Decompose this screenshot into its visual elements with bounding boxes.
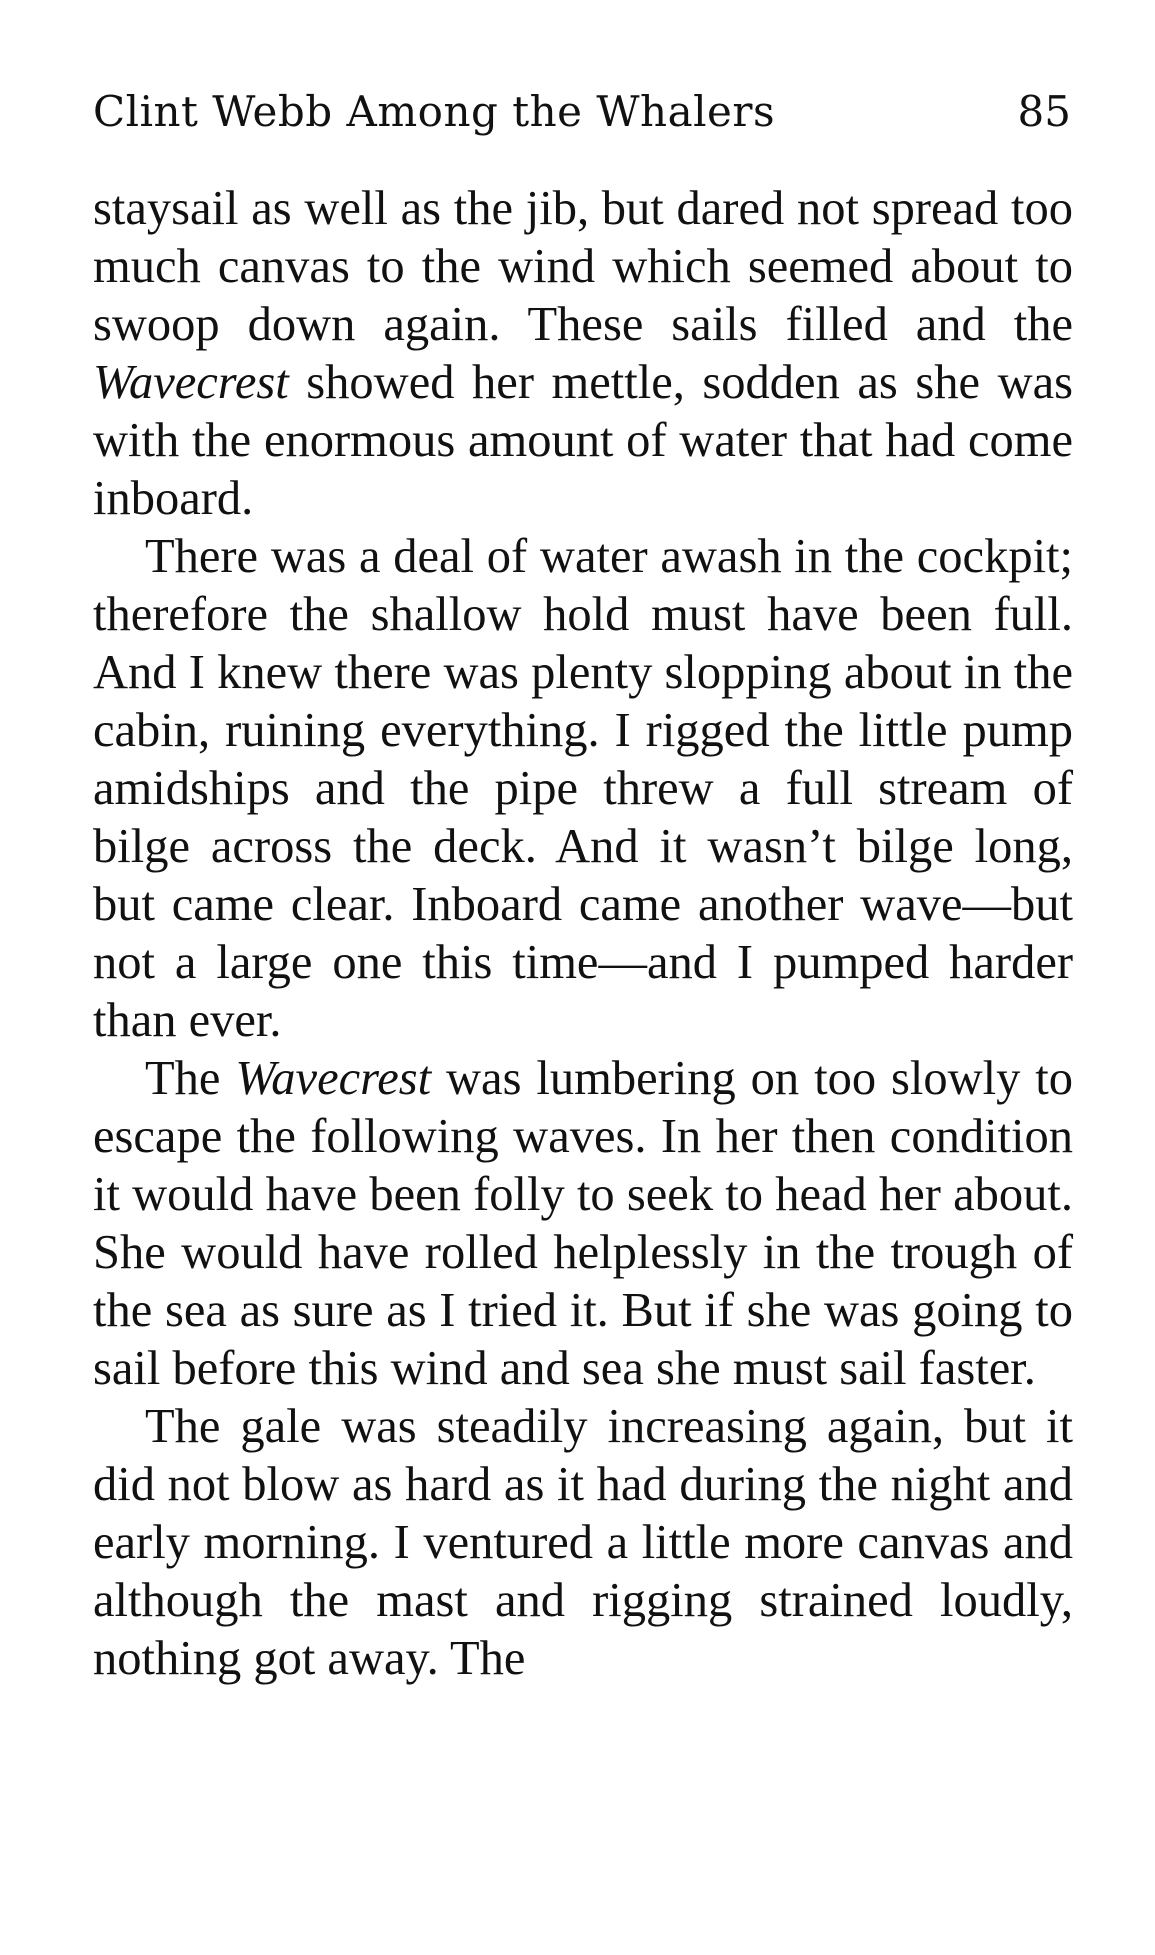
paragraph-3-text-b: was lumbering on too slowly to escape the following waves. In her then condition it would have been folly to seek to head her about. She would have rolled helplessly in the trough of the sea as sure as I tried it. But if she was going to sail before this wind and sea she must sail faster.: [93, 1052, 1074, 1395]
body-text: [93, 180, 1073, 1688]
paragraph-1: [93, 180, 1073, 528]
paragraph-1-text-b: showed her mettle, sodden as she was with the enormous amount of water that had come inboard.: [93, 356, 1073, 525]
paragraph-3: [93, 1050, 1073, 1398]
page-number: 85: [1017, 87, 1071, 136]
paragraph-3-text-a: The: [145, 1052, 236, 1105]
paragraph-2: [93, 528, 1073, 1050]
paragraph-4-text: The gale was steadily increasing again, but it did not blow as hard as it had during the night and early morning. I ventured a little more canvas and although the mast and rigging strained loudly, nothing got away. The: [93, 1400, 1073, 1685]
ship-name-italic: Wavecrest: [235, 1052, 432, 1105]
paragraph-4: [93, 1398, 1073, 1688]
paragraph-2-text: There was a deal of water awash in the cockpit; therefore the shallow hold must have been full. And I knew there was plenty slopping about in the cabin, ruining everything. I rigged the little pump amidships and the pipe threw a full stream of bilge across the deck. And it wasn’t bilge long, but came clear. Inboard came another wave—but not a large one this time—and I pumped harder than ever.: [93, 530, 1073, 1047]
paragraph-1-text-a: staysail as well as the jib, but dared not spread too much canvas to the wind which seemed about to swoop down again. These sails filled and the: [93, 182, 1073, 351]
ship-name-italic: Wavecrest: [93, 356, 289, 409]
running-head: [93, 82, 1071, 142]
running-title: Clint Webb Among the Whalers: [93, 87, 776, 136]
